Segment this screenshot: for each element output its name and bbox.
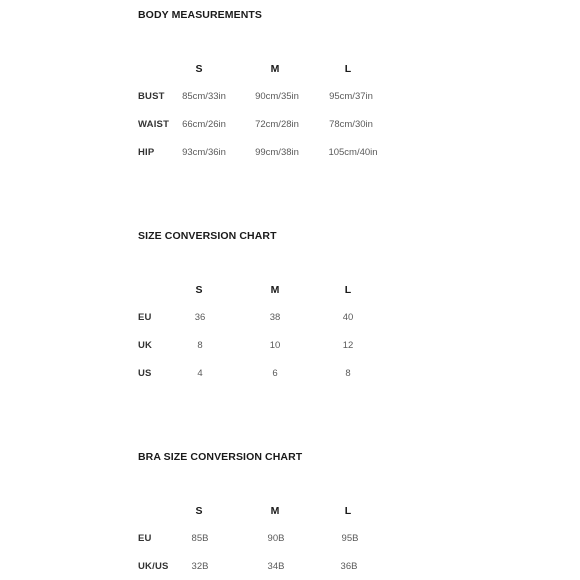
row-label-waist: WAIST [138, 119, 170, 130]
cell-hip-l: 105cm/40in [328, 147, 378, 158]
size-conversion-title: SIZE CONVERSION CHART [138, 230, 277, 242]
row-label-bra-eu: EU [138, 533, 152, 544]
row-label-eu: EU [138, 312, 152, 323]
cell-uk-m: 10 [269, 340, 281, 351]
size-conversion-header-s: S [195, 284, 203, 296]
cell-bra-uk-us-l: 36B [340, 561, 358, 572]
size-conversion-header-m: M [270, 284, 280, 296]
body-measurements-header-s: S [195, 63, 203, 75]
cell-eu-l: 40 [342, 312, 354, 323]
cell-bra-eu-m: 90B [267, 533, 285, 544]
bra-conversion-header-m: M [270, 505, 280, 517]
body-measurements-header-l: L [344, 63, 352, 75]
bra-conversion-header-s: S [195, 505, 203, 517]
cell-eu-m: 38 [269, 312, 281, 323]
cell-eu-s: 36 [194, 312, 206, 323]
row-label-bra-uk-us: UK/US [138, 561, 169, 572]
cell-bra-uk-us-m: 34B [267, 561, 285, 572]
bra-conversion-header-l: L [344, 505, 352, 517]
cell-bra-eu-l: 95B [341, 533, 359, 544]
cell-hip-s: 93cm/36in [182, 147, 226, 158]
cell-waist-s: 66cm/26in [182, 119, 226, 130]
bra-size-conversion-title: BRA SIZE CONVERSION CHART [138, 451, 303, 463]
row-label-hip: HIP [138, 147, 155, 158]
cell-waist-l: 78cm/30in [329, 119, 373, 130]
cell-bust-l: 95cm/37in [329, 91, 373, 102]
row-label-uk: UK [138, 340, 153, 351]
cell-us-m: 6 [272, 368, 278, 379]
cell-uk-s: 8 [197, 340, 203, 351]
cell-us-l: 8 [345, 368, 351, 379]
cell-uk-l: 12 [342, 340, 354, 351]
cell-waist-m: 72cm/28in [255, 119, 299, 130]
row-label-bust: BUST [138, 91, 165, 102]
cell-us-s: 4 [197, 368, 203, 379]
row-label-us: US [138, 368, 152, 379]
body-measurements-header-m: M [270, 63, 280, 75]
cell-hip-m: 99cm/38in [255, 147, 299, 158]
cell-bra-eu-s: 85B [191, 533, 209, 544]
cell-bust-m: 90cm/35in [255, 91, 299, 102]
size-conversion-header-l: L [344, 284, 352, 296]
cell-bust-s: 85cm/33in [182, 91, 226, 102]
body-measurements-title: BODY MEASUREMENTS [138, 9, 263, 21]
cell-bra-uk-us-s: 32B [191, 561, 209, 572]
